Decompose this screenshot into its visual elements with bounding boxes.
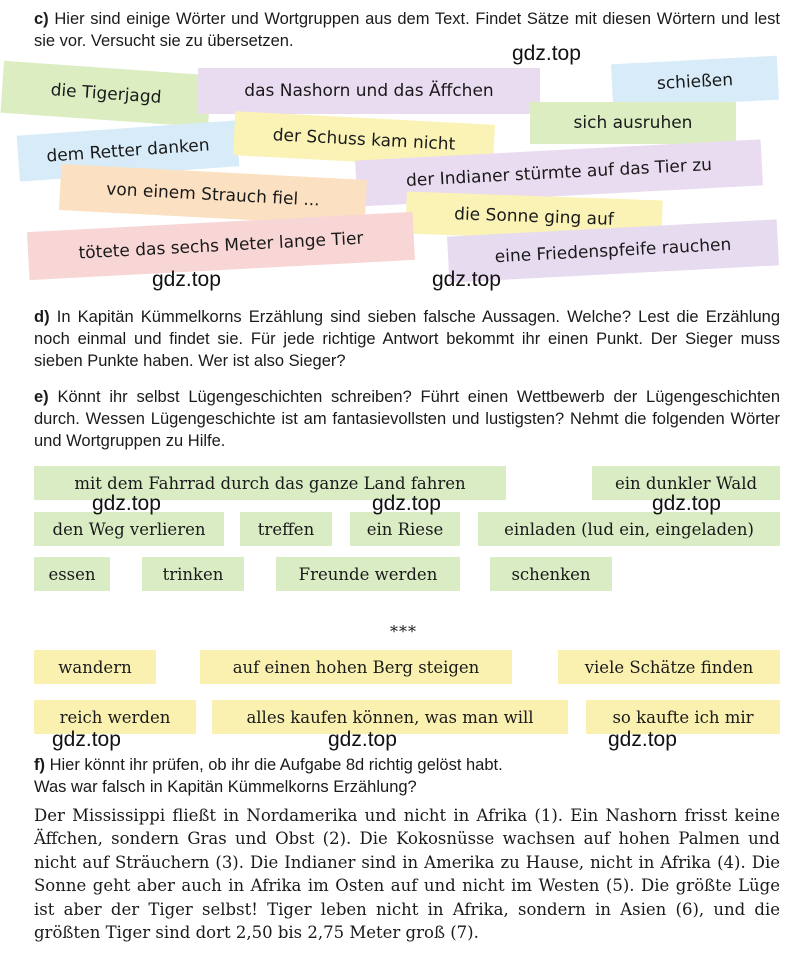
word-card: der Schuss kam nicht [233,111,495,169]
word-box: ein Riese [350,512,460,546]
watermark: gdz.top [652,492,721,515]
separator: *** [390,622,417,641]
task-d-text: In Kapitän Kümmelkorns Erzählung sind sieben falsche Aussagen. Welche? Lest die Erzählung noch einmal und findet sie. Für jede richtige Antwort bekommt ihr einen Punkt. Der Sieger muss sieben Punkte haben. Wer ist also Sieger? [34,308,780,370]
word-card: die Sonne ging auf [405,192,662,243]
word-card: das Nashorn und das Äffchen [198,68,540,114]
word-box: ein dunkler Wald [592,466,780,500]
word-box: essen [34,557,110,591]
watermark: gdz.top [52,728,121,751]
word-box: den Weg verlieren [34,512,224,546]
watermark: gdz.top [372,492,441,515]
task-c-text: Hier sind einige Wörter und Wortgruppen aus dem Text. Findet Sätze mit diesen Wörtern und lest sie vor. Versucht sie zu übersetzen. [34,10,780,50]
word-card: schießen [611,56,779,109]
word-box: einladen (lud ein, eingeladen) [478,512,780,546]
watermark: gdz.top [92,492,161,515]
word-box: so kaufte ich mir [586,700,780,734]
task-e-text: Könnt ihr selbst Lügengeschichten schreiben? Führt einen Wettbewerb der Lügengeschichten durch. Wessen Lügengeschichte ist am fantasievollsten und lustigsten? Nehmt die folgenden Wörter und Wortgruppen zu Hilfe. [34,388,780,450]
word-box: treffen [240,512,332,546]
word-card: sich ausruhen [530,102,736,144]
task-f-text-2: Was war falsch in Kapitän Kümmelkorns Erzählung? [34,778,417,796]
word-box: mit dem Fahrrad durch das ganze Land fahren [34,466,506,500]
task-c-label: c) [34,10,49,28]
word-card: die Tigerjagd [0,61,211,127]
word-box: trinken [142,557,244,591]
task-f-label: f) [34,756,45,774]
word-card: von einem Strauch fiel ... [59,164,367,226]
word-box: Freunde werden [276,557,460,591]
watermark: gdz.top [512,42,581,65]
word-card: tötete das sechs Meter lange Tier [27,212,415,280]
watermark: gdz.top [152,268,221,291]
word-box: alles kaufen können, was man will [212,700,568,734]
watermark: gdz.top [608,728,677,751]
word-card: der Indianer stürmte auf das Tier zu [355,139,763,206]
watermark: gdz.top [328,728,397,751]
word-box: wandern [34,650,156,684]
word-card: eine Friedenspfeife rauchen [447,219,779,282]
story-text: Der Mississippi fließt in Nordamerika und nicht in Afrika (1). Ein Nashorn frisst keine Äffchen, sondern Gras und Obst (2). Die Kokosnüsse wachsen auf hohen Palmen und nicht auf Sträuchern (3). Die Indianer sind in Amerika zu Hause, nicht in Afrika (4). Die Sonne geht aber auch in Afrika im Osten auf und nicht im Westen (5). Die größte Lüge ist aber der Tiger selbst! Tiger leben nicht in Afrika, sondern in Asien (6), und die größten Tiger sind dort 2,50 bis 2,75 Meter groß (7). [34,806,780,943]
word-box: auf einen hohen Berg steigen [200,650,512,684]
task-c [34,8,780,52]
task-f [34,754,780,798]
word-box: reich werden [34,700,196,734]
task-f-text-1: Hier könnt ihr prüfen, ob ihr die Aufgabe 8d richtig gelöst habt. [49,756,503,774]
task-d [34,306,780,372]
word-card: dem Retter danken [17,120,240,181]
watermark: gdz.top [432,268,501,291]
word-box: viele Schätze finden [558,650,780,684]
task-d-label: d) [34,308,50,326]
word-box: schenken [490,557,612,591]
task-e-label: e) [34,388,49,406]
task-e [34,386,780,452]
